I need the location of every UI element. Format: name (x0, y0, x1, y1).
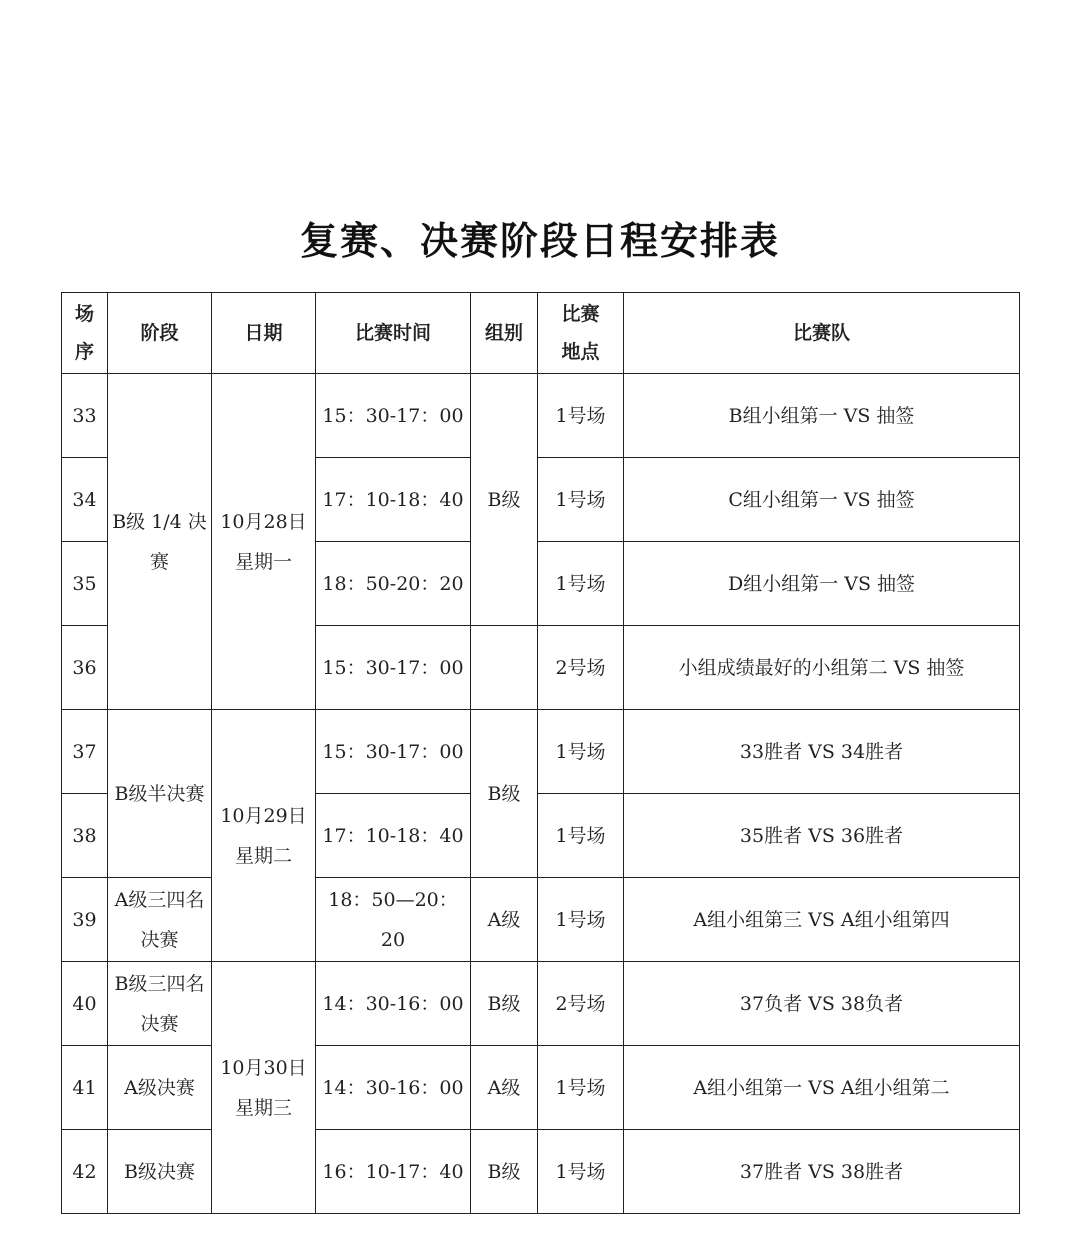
header-teams: 比赛队 (624, 293, 1020, 374)
seq-cell: 33 (62, 374, 108, 458)
table-row (62, 374, 1020, 458)
group-cell: B级 (471, 962, 538, 1046)
date-cell (212, 962, 316, 1214)
time-cell: 14：30-16：00 (316, 1046, 471, 1130)
venue-cell: 1号场 (538, 1130, 624, 1214)
time-cell: 17：10-18：40 (316, 458, 471, 542)
stage-cell: B级决赛 (108, 1130, 212, 1214)
teams-cell: 33胜者 VS 34胜者 (624, 710, 1020, 794)
seq-cell: 39 (62, 878, 108, 962)
teams-cell: C组小组第一 VS 抽签 (624, 458, 1020, 542)
seq-cell: 34 (62, 458, 108, 542)
teams-cell: A组小组第三 VS A组小组第四 (624, 878, 1020, 962)
date-line2: 星期一 (234, 550, 292, 573)
venue-cell: 2号场 (538, 962, 624, 1046)
seq-cell: 40 (62, 962, 108, 1046)
stage-line2: 决赛 (140, 1012, 179, 1035)
header-venue-line1: 比赛 (561, 303, 600, 325)
stage-cell (108, 374, 212, 710)
group-cell: B级 (471, 1130, 538, 1214)
stage-cell (108, 878, 212, 962)
date-line2: 星期二 (234, 844, 292, 867)
stage-cell: A级决赛 (108, 1046, 212, 1130)
stage-cell: B级半决赛 (108, 710, 212, 878)
header-venue-line2: 地点 (561, 341, 600, 363)
group-cell: A级 (471, 1046, 538, 1130)
header-seq-line1: 场 (74, 303, 94, 325)
group-cell: A级 (471, 878, 538, 962)
stage-line2: 决赛 (140, 928, 179, 951)
time-cell: 16：10-17：40 (316, 1130, 471, 1214)
table-row (62, 1130, 1020, 1214)
date-line1: 10月30日 (220, 1056, 307, 1079)
date-cell (212, 710, 316, 962)
time-cell: 15：30-17：00 (316, 710, 471, 794)
teams-cell: 37胜者 VS 38胜者 (624, 1130, 1020, 1214)
stage-line2: 赛 (149, 550, 169, 573)
header-seq (62, 293, 108, 374)
teams-cell: 35胜者 VS 36胜者 (624, 794, 1020, 878)
schedule-table (61, 292, 1020, 1214)
stage-cell (108, 962, 212, 1046)
teams-cell: B组小组第一 VS 抽签 (624, 374, 1020, 458)
teams-cell: 小组成绩最好的小组第二 VS 抽签 (624, 626, 1020, 710)
venue-cell: 1号场 (538, 710, 624, 794)
stage-line1: B级三四名 (114, 972, 205, 995)
time-cell: 17：10-18：40 (316, 794, 471, 878)
seq-cell: 35 (62, 542, 108, 626)
header-time: 比赛时间 (316, 293, 471, 374)
time-cell: 15：30-17：00 (316, 626, 471, 710)
table-row (62, 962, 1020, 1046)
seq-cell: 37 (62, 710, 108, 794)
venue-cell: 2号场 (538, 626, 624, 710)
header-group: 组别 (471, 293, 538, 374)
stage-line1: B级 1/4 决 (112, 510, 207, 533)
stage-line1: A级三四名 (114, 888, 205, 911)
seq-cell: 38 (62, 794, 108, 878)
header-row (62, 293, 1020, 374)
seq-cell: 42 (62, 1130, 108, 1214)
teams-cell: A组小组第一 VS A组小组第二 (624, 1046, 1020, 1130)
seq-cell: 36 (62, 626, 108, 710)
header-date: 日期 (212, 293, 316, 374)
header-stage: 阶段 (108, 293, 212, 374)
venue-cell: 1号场 (538, 542, 624, 626)
venue-cell: 1号场 (538, 878, 624, 962)
venue-cell: 1号场 (538, 374, 624, 458)
date-line2: 星期三 (234, 1096, 292, 1119)
header-venue (538, 293, 624, 374)
table-row (62, 710, 1020, 794)
group-cell-empty (471, 626, 538, 710)
group-cell: B级 (471, 710, 538, 878)
seq-cell: 41 (62, 1046, 108, 1130)
date-line1: 10月28日 (220, 510, 307, 533)
venue-cell: 1号场 (538, 794, 624, 878)
header-seq-line2: 序 (74, 341, 94, 363)
date-cell (212, 374, 316, 710)
time-cell: 18：50—20：20 (316, 878, 471, 962)
teams-cell: 37负者 VS 38负者 (624, 962, 1020, 1046)
venue-cell: 1号场 (538, 458, 624, 542)
teams-cell: D组小组第一 VS 抽签 (624, 542, 1020, 626)
time-cell: 18：50-20：20 (316, 542, 471, 626)
group-cell: B级 (471, 374, 538, 626)
page-title: 复赛、决赛阶段日程安排表 (299, 219, 780, 263)
table-row (62, 878, 1020, 962)
time-cell: 15：30-17：00 (316, 374, 471, 458)
date-line1: 10月29日 (220, 804, 307, 827)
table-row (62, 1046, 1020, 1130)
time-cell: 14：30-16：00 (316, 962, 471, 1046)
venue-cell: 1号场 (538, 1046, 624, 1130)
